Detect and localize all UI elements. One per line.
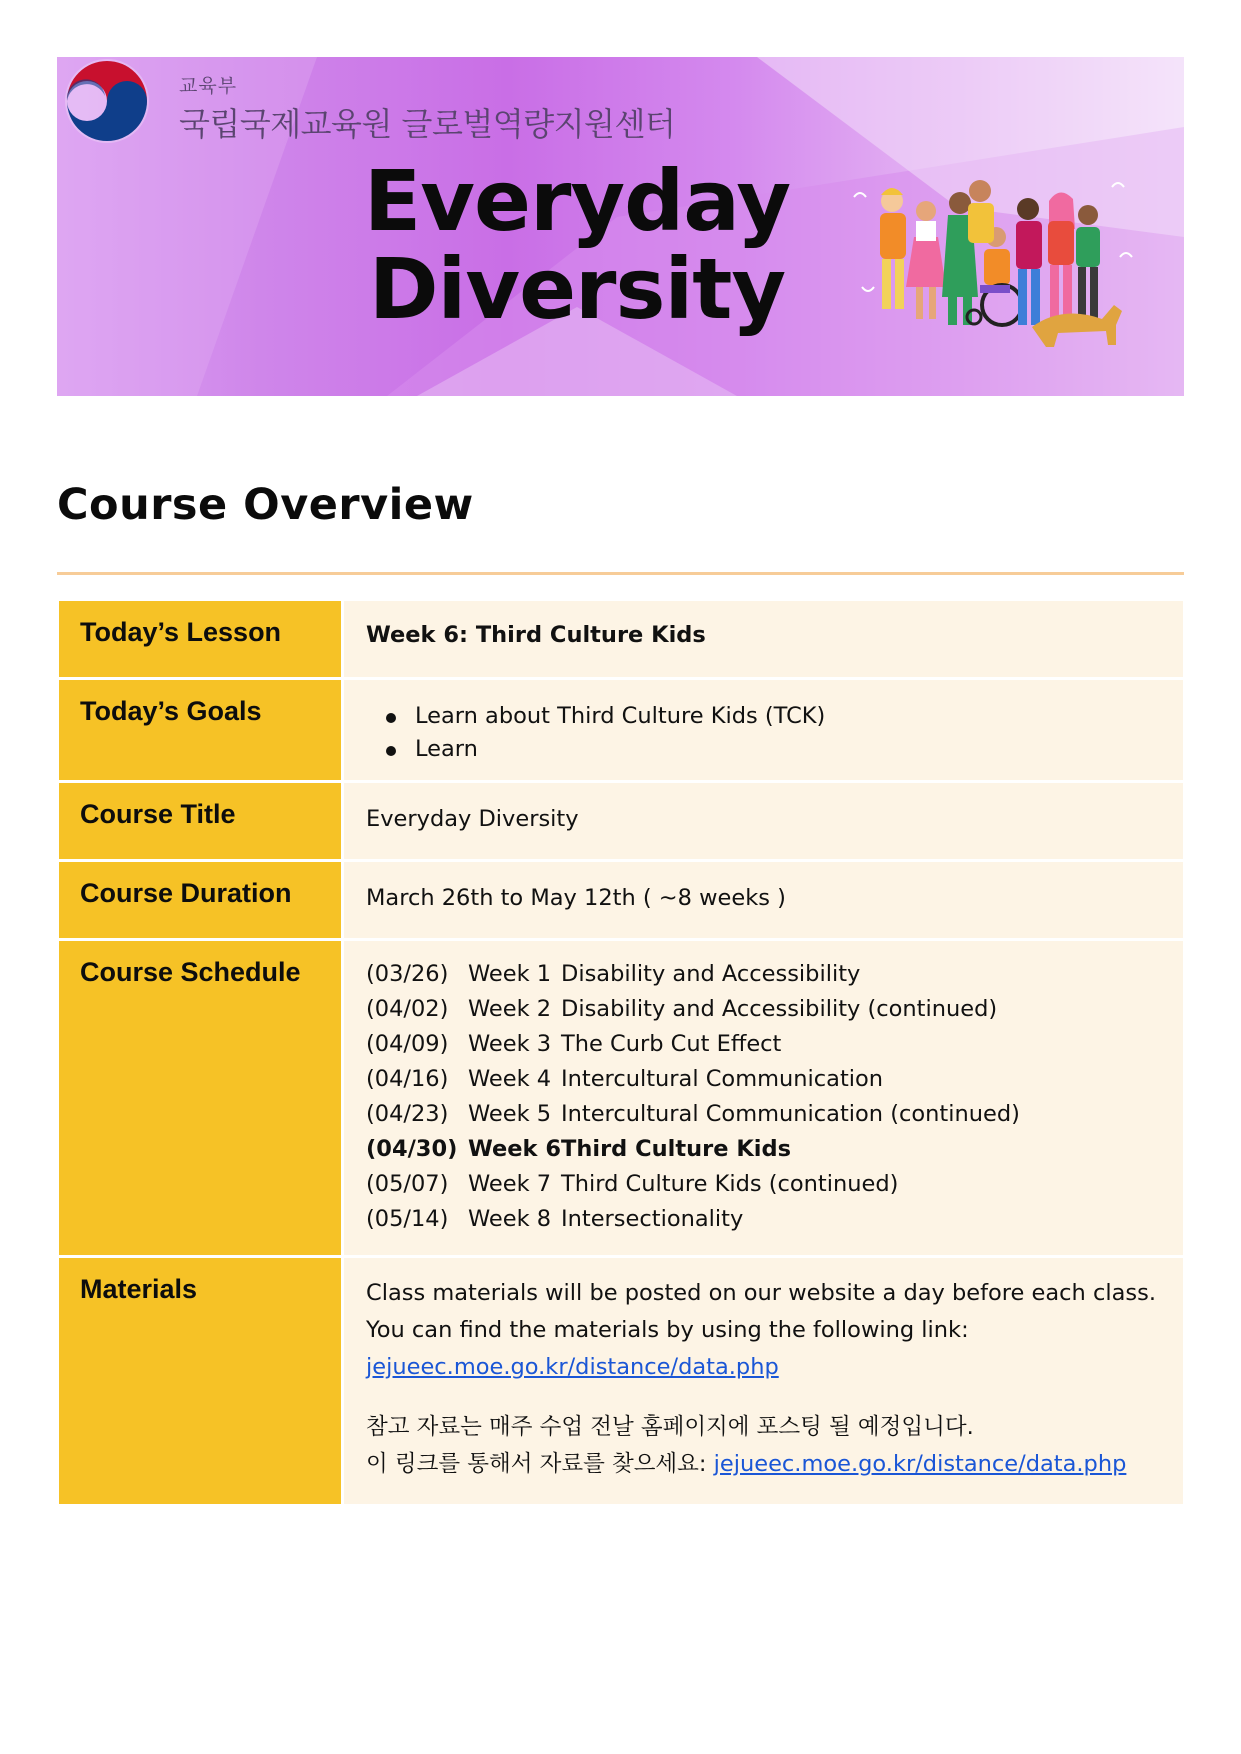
institute-name: 국립국제교육원 글로벌역량지원센터 [179, 105, 676, 143]
schedule-entry [366, 1167, 1163, 1202]
table-row-course-duration [59, 862, 1183, 938]
goal-text: Learn about Third Culture Kids (TCK) [415, 703, 826, 729]
bullet-icon [386, 713, 396, 723]
course-overview-table [59, 598, 1183, 1507]
schedule-week: Week 3 [468, 1031, 552, 1057]
list-item [386, 733, 1163, 766]
spacer [366, 1386, 1163, 1409]
schedule-topic: Intercultural Communication [561, 1066, 884, 1092]
schedule-date: (04/23) [366, 1101, 449, 1127]
materials-korean-prompt: 이 링크를 통해서 자료를 찾으세요: [366, 1451, 714, 1477]
schedule-week: Week 6 [468, 1136, 561, 1162]
row-label: Today’s Goals [59, 680, 344, 780]
schedule-week: Week 2 [468, 996, 552, 1022]
list-item [386, 700, 1163, 733]
page-title: Course Overview [57, 480, 474, 530]
schedule-date: (05/14) [366, 1206, 449, 1232]
schedule-date: (04/30) [366, 1136, 458, 1162]
schedule-topic: Third Culture Kids (continued) [561, 1171, 899, 1197]
materials-english-line-1: Class materials will be posted on our website a day before each class. [366, 1280, 1156, 1306]
row-value [344, 1258, 1183, 1504]
row-label: Course Title [59, 783, 344, 859]
row-value [344, 941, 1183, 1255]
row-label: Course Duration [59, 862, 344, 938]
schedule-date: (05/07) [366, 1171, 449, 1197]
schedule-week: Week 8 [468, 1206, 552, 1232]
schedule-entry [366, 992, 1163, 1027]
materials-korean-link[interactable]: jejueec.moe.go.kr/distance/data.php [713, 1451, 1127, 1477]
ministry-label: 교육부 [179, 75, 238, 97]
schedule-date: (04/09) [366, 1031, 449, 1057]
materials-text [366, 1258, 1163, 1483]
course-banner [57, 57, 1184, 396]
schedule-date: (04/02) [366, 996, 449, 1022]
row-value [344, 783, 1183, 859]
schedule-week: Week 1 [468, 961, 552, 987]
schedule-week: Week 5 [468, 1101, 552, 1127]
row-value [344, 601, 1183, 677]
banner-title-line-2: Diversity [368, 240, 786, 338]
schedule-topic: The Curb Cut Effect [561, 1031, 782, 1057]
row-label: Materials [59, 1258, 344, 1504]
course-title-value: Everyday Diversity [366, 806, 579, 832]
schedule-list [366, 941, 1163, 1237]
schedule-topic: Intersectionality [561, 1206, 744, 1232]
schedule-entry [366, 1027, 1163, 1062]
schedule-date: (03/26) [366, 961, 449, 987]
row-value [344, 680, 1183, 780]
row-label: Today’s Lesson [59, 601, 344, 677]
materials-korean-line-1: 참고 자료는 매주 수업 전날 홈페이지에 포스팅 될 예정입니다. [366, 1414, 974, 1440]
row-value [344, 862, 1183, 938]
schedule-topic: Disability and Accessibility [561, 961, 861, 987]
materials-link[interactable]: jejueec.moe.go.kr/distance/data.php [366, 1354, 779, 1380]
table-row-todays-lesson [59, 601, 1183, 677]
schedule-date: (04/16) [366, 1066, 449, 1092]
todays-lesson-value: Week 6: Third Culture Kids [366, 622, 706, 648]
schedule-entry [366, 1202, 1163, 1237]
schedule-topic: Intercultural Communication (continued) [561, 1101, 1020, 1127]
schedule-topic: Disability and Accessibility (continued) [561, 996, 998, 1022]
government-emblem-icon [65, 59, 149, 143]
bullet-icon [386, 746, 396, 756]
schedule-entry [366, 1132, 1163, 1167]
schedule-entry [366, 1062, 1163, 1097]
table-row-materials [59, 1258, 1183, 1504]
goals-list [366, 680, 1163, 766]
row-label: Course Schedule [59, 941, 344, 1255]
materials-korean-line-2 [366, 1446, 1163, 1483]
banner-course-title [357, 152, 797, 338]
section-divider [57, 572, 1184, 575]
materials-english-line-2: You can find the materials by using the following link: [366, 1317, 969, 1343]
schedule-week: Week 7 [468, 1171, 552, 1197]
banner-title-line-1: Everyday [363, 152, 791, 250]
table-row-course-title [59, 783, 1183, 859]
schedule-entry [366, 1097, 1163, 1132]
schedule-topic: Third Culture Kids [561, 1136, 791, 1162]
schedule-entry [366, 957, 1163, 992]
goal-text: Learn [415, 736, 478, 762]
table-row-todays-goals [59, 680, 1183, 780]
schedule-week: Week 4 [468, 1066, 552, 1092]
course-duration-value: March 26th to May 12th ( ~8 weeks ) [366, 885, 786, 911]
table-row-course-schedule [59, 941, 1183, 1255]
